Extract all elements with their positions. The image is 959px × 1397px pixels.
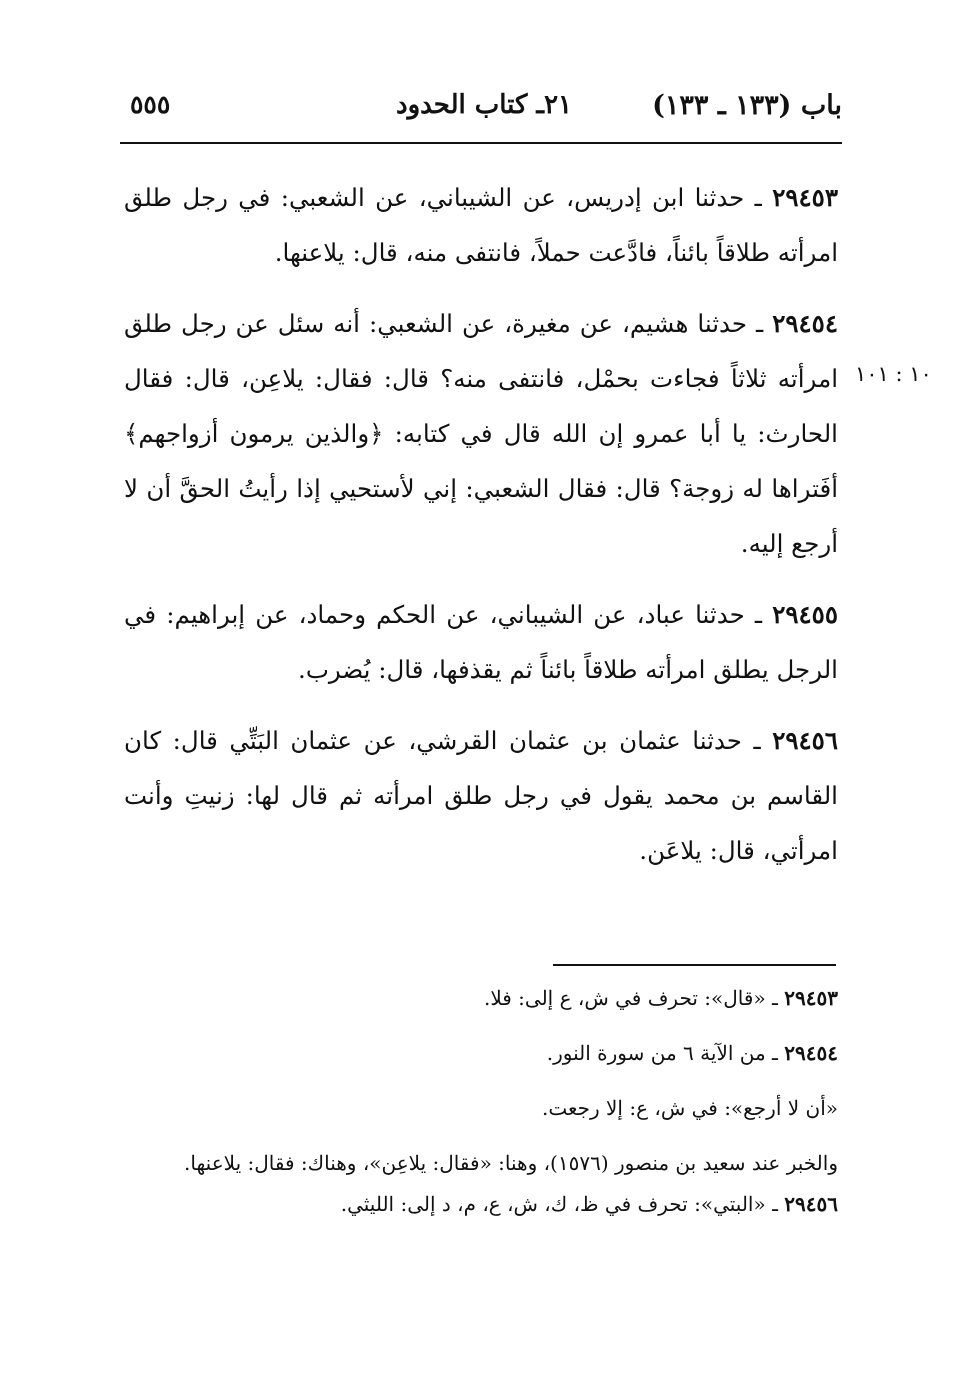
hadith-number: ٢٩٤٥٤ bbox=[772, 309, 838, 338]
footnote bbox=[124, 1040, 838, 1067]
footnote-separator bbox=[553, 964, 836, 966]
page-header bbox=[120, 90, 842, 136]
hadith-text: ـ حدثنا عثمان بن عثمان القرشي، عن عثمان البَتِّي قال: كان القاسم بن محمد يقول في رجل طلق امرأته ثم قال لها: زنيتِ وأنت امرأتي، قال: يلاعَن. bbox=[124, 726, 838, 865]
hadith-paragraph bbox=[124, 713, 838, 878]
footnote bbox=[124, 985, 838, 1012]
footnote-number: ٢٩٤٥٤ bbox=[784, 1041, 838, 1065]
hadith-text: ـ حدثنا عباد، عن الشيباني، عن الحكم وحماد، عن إبراهيم: في الرجل يطلق امرأته طلاقاً بائناً ثم يقذفها، قال: يُضرب. bbox=[124, 600, 838, 684]
footnote-number: ٢٩٤٥٣ bbox=[784, 986, 838, 1010]
footnote-text: ـ «البتي»: تحرف في ظ، ك، ش، ع، م، د إلى: الليثي. bbox=[340, 1192, 778, 1216]
hadith-text: ـ حدثنا ابن إدريس، عن الشيباني، عن الشعبي: في رجل طلق امرأته طلاقاً بائناً، فادَّعت حملاً، فانتفى منه، قال: يلاعنها. bbox=[124, 183, 838, 267]
hadith-number: ٢٩٤٥٦ bbox=[772, 726, 838, 755]
hadith-text: ـ حدثنا هشيم، عن مغيرة، عن الشعبي: أنه سئل عن رجل طلق امرأته ثلاثاً فجاءت بحمْل، فانتفى منه؟ قال: فقال: يلاعِن، قال: فقال الحارث: يا أبا عمرو إن الله قال في كتابه: ﴿والذين يرمون أزواجهم﴾ أفَتراها له زوجة؟ قال: فقال الشعبي: إني لأستحيي إذا رأيتُ الحقَّ أن لا أرجع إليه. bbox=[124, 309, 838, 558]
footnote-text: والخبر عند سعيد بن منصور (١٥٧٦)، وهنا: «فقال: يلاعِن»، وهناك: فقال: يلاعنها. bbox=[184, 1151, 838, 1175]
hadith-paragraph bbox=[124, 170, 838, 280]
hadith-number: ٢٩٤٥٣ bbox=[772, 183, 838, 212]
footnote-number: ٢٩٤٥٦ bbox=[784, 1192, 838, 1216]
header-rule bbox=[120, 142, 842, 144]
main-text bbox=[124, 170, 838, 894]
footnote bbox=[124, 1095, 838, 1122]
footnotes bbox=[124, 985, 838, 1246]
page-number: ٥٥٥ bbox=[130, 90, 171, 119]
hadith-number: ٢٩٤٥٥ bbox=[772, 600, 838, 629]
footnote bbox=[124, 1191, 838, 1218]
footnote-text: ـ من الآية ٦ من سورة النور. bbox=[546, 1041, 778, 1065]
chapter-reference: باب (١٣٣ ـ ١٣٣) bbox=[652, 90, 842, 121]
footnote bbox=[124, 1150, 838, 1177]
footnote-text: ـ «قال»: تحرف في ش، ع إلى: فلا. bbox=[483, 986, 778, 1010]
footnote-text: «أن لا أرجع»: في ش، ع: إلا رجعت. bbox=[542, 1096, 838, 1120]
book-title: ٢١ـ كتاب الحدود bbox=[396, 90, 572, 120]
margin-reference: ١٠ : ١٠١ bbox=[855, 362, 932, 386]
hadith-paragraph bbox=[124, 296, 838, 571]
hadith-paragraph bbox=[124, 587, 838, 697]
